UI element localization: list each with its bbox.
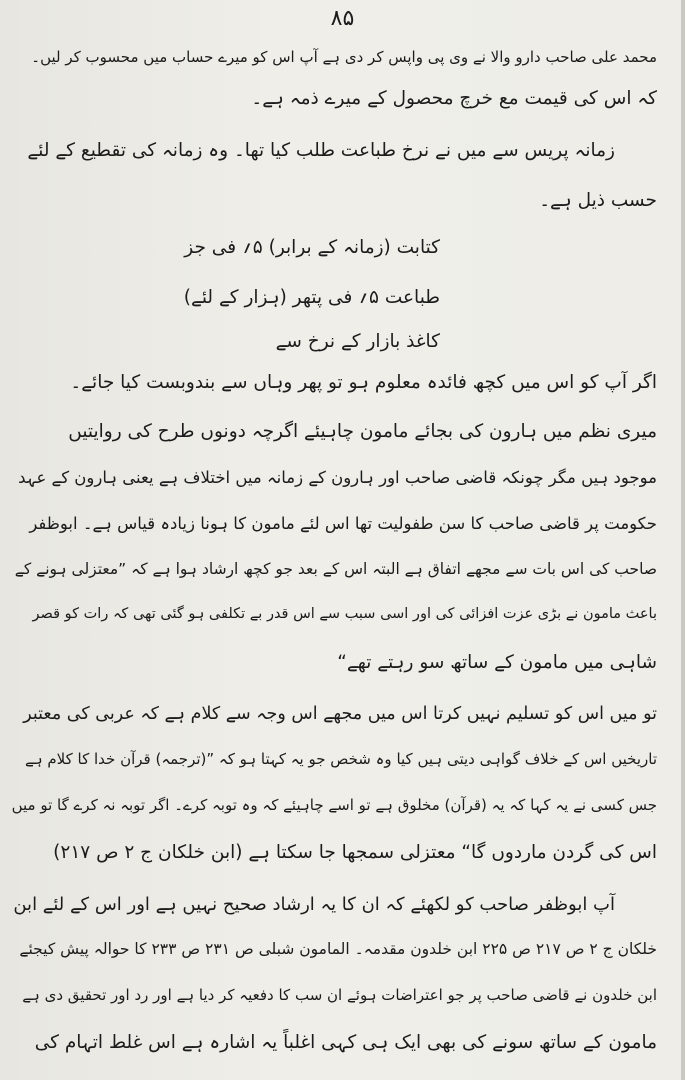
- text-line: صاحب کی اس بات سے مجھے اتفاق ہے البتہ اس کے بعد جو کچھ ارشاد ہوا ہے کہ ”معتزلی ہونے کے: [14, 560, 657, 578]
- text-line: ابن خلدون نے قاضی صاحب پر جو اعتراضات ہوئے ان سب کا دفعیہ کر دیا ہے اور رد اور تحقیق دی ہے: [22, 986, 657, 1004]
- list-item: کتابت (زمانہ کے برابر) ۵؍ فی جز: [184, 237, 440, 258]
- text-line: محمد علی صاحب دارو والا نے وی پی واپس کر دی ہے آپ اس کو میرے حساب میں محسوب کر لیں۔: [31, 48, 657, 66]
- text-line: میری نظم میں ہارون کی بجائے مامون چاہیئے اگرچہ دونوں طرح کی روایتیں: [68, 421, 657, 442]
- text-line: حکومت پر قاضی صاحب کا سن طفولیت تھا اس لئے مامون کا ہونا زیادہ قیاس ہے۔ ابوظفر: [29, 514, 657, 533]
- text-line: حسب ذیل ہے۔: [539, 190, 657, 211]
- text-line: شاہی میں مامون کے ساتھ سو رہتے تھے“: [337, 652, 657, 673]
- text-line: اس کی گردن ماردوں گا“ معتزلی سمجھا جا سکتا ہے (ابن خلکان ج ۲ ص ۲۱۷): [53, 842, 657, 863]
- text-line: مامون کے ساتھ سونے کی بھی ایک ہی کہی اغلباً یہ اشارہ ہے اس غلط اتہام کی: [34, 1032, 657, 1053]
- page-edge-shadow: [681, 0, 685, 1080]
- list-item: طباعت ۵؍ فی پتھر (ہزار کے لئے): [183, 287, 440, 308]
- text-line: زمانہ پریس سے میں نے نرخ طباعت طلب کیا تھا۔ وہ زمانہ کی تقطیع کے لئے: [27, 140, 615, 161]
- list-item: کاغذ بازار کے نرخ سے: [275, 331, 440, 352]
- text-line: موجود ہیں مگر چونکہ قاضی صاحب اور ہارون کے زمانہ میں اختلاف ہے یعنی ہارون کے عہد: [18, 468, 657, 487]
- text-line: خلکان ج ۲ ص ۲۱۷ ص ۲۲۵ ابن خلدون مقدمہ۔ المامون شبلی ص ۲۳۱ ص ۲۳۳ کا حوالہ پیش کیجئے: [19, 940, 657, 958]
- text-line: آپ ابوظفر صاحب کو لکھئے کہ ان کا یہ ارشاد صحیح نہیں ہے اور اس کے لئے ابن: [13, 894, 615, 915]
- text-line: جس کسی نے یہ کہا کہ یہ (قرآن) مخلوق ہے تو اسے چاہیئے کہ وہ توبہ کرے۔ اگر توبہ نہ کرے گا تو میں: [11, 796, 657, 814]
- text-line: تاریخیں اس کے خلاف گواہی دیتی ہیں کیا وہ شخص جو یہ کہتا ہو کہ ”(ترجمہ) قرآن خدا کا کلام ہے: [25, 750, 657, 768]
- text-line: باعث مامون نے بڑی عزت افزائی کی اور اسی سبب سے اس قدر بے تکلفی ہو گئی تھی کہ رات کو قصر: [32, 606, 657, 622]
- text-line: تو میں اس کو تسلیم نہیں کرتا اس میں مجھے اس وجہ سے کلام ہے کہ عربی کی معتبر: [23, 704, 657, 724]
- text-line: کہ اس کی قیمت مع خرچ محصول کے میرے ذمہ ہے۔: [251, 88, 657, 109]
- text-line: اگر آپ کو اس میں کچھ فائدہ معلوم ہو تو پھر وہاں سے بندوبست کیا جائے۔: [70, 372, 657, 393]
- page-number: ۸۵: [330, 6, 355, 31]
